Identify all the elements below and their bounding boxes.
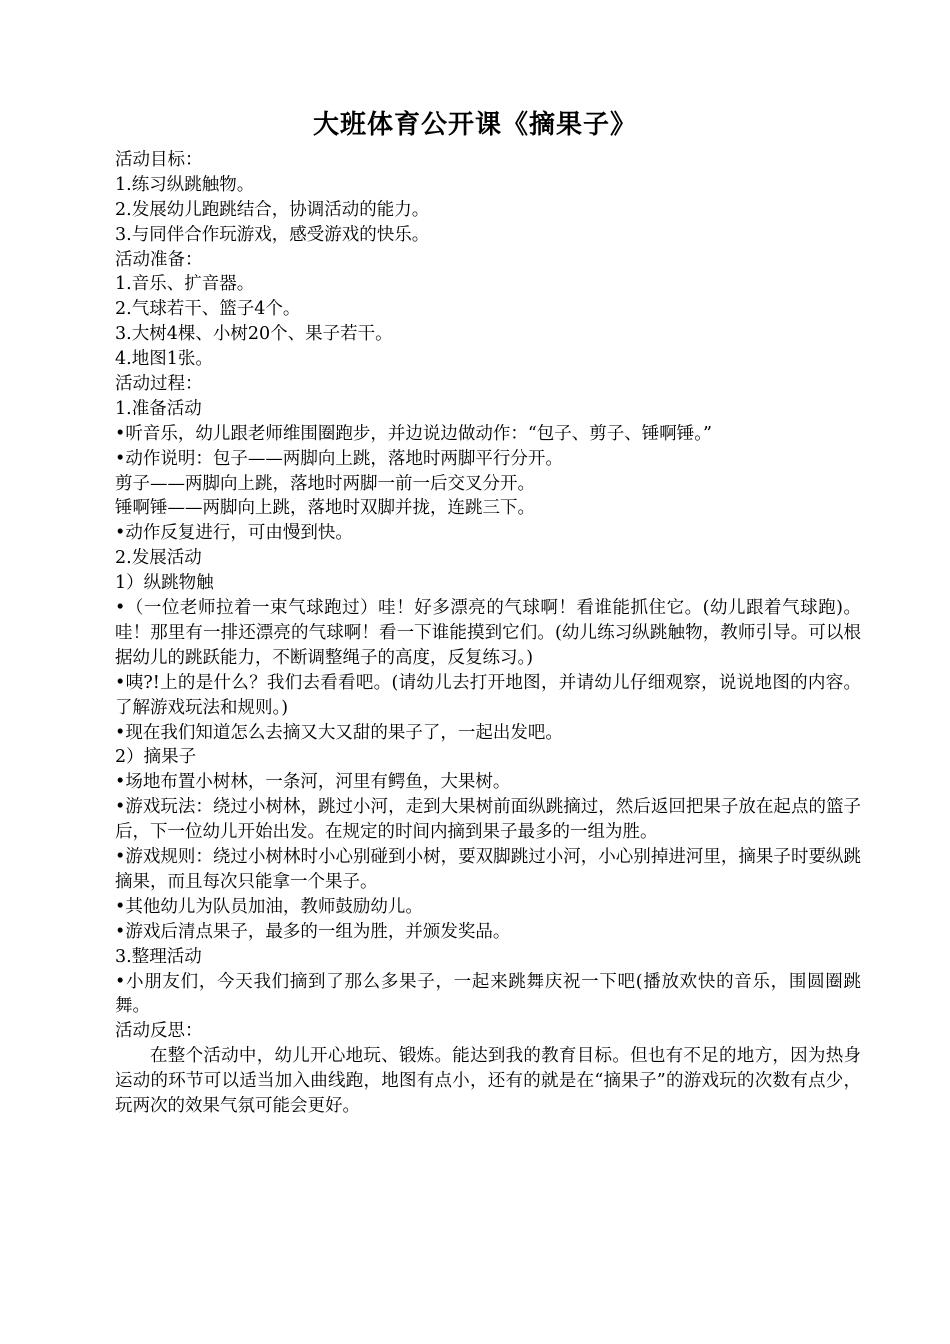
section-development: 2.发展活动	[115, 548, 202, 569]
warmup-text: 剪子——两脚向上跳，落地时两脚一前一后交叉分开。	[115, 473, 535, 494]
paragraph-dance: •小朋友们，今天我们摘到了那么多果子，一起来跳舞庆祝一下吧(播放欢快的音乐，围圆圈跳舞。	[115, 971, 861, 1017]
preparation-item: 4.地图1张。	[115, 349, 213, 370]
goal-item: 3.与同伴合作玩游戏，感受游戏的快乐。	[115, 224, 430, 245]
subsection-pick-fruit: 2）摘果子	[115, 747, 197, 768]
preparation-item: 3.大树4棵、小树20个、果子若干。	[115, 324, 393, 345]
paragraph-map: •咦?!上的是什么？我们去看看吧。(请幼儿去打开地图，并请幼儿仔细观察，说说地图的内容。了解游戏玩法和规则。)	[115, 672, 861, 718]
warmup-bullet: •听音乐，幼儿跟老师维围圈跑步，并边说边做动作：“包子、剪子、锤啊锤。”	[115, 423, 712, 444]
preparation-item: 2.气球若干、篮子4个。	[115, 299, 301, 320]
subsection-jump: 1）纵跳物触	[115, 573, 214, 594]
document-body	[115, 148, 861, 1119]
warmup-bullet: •动作反复进行，可由慢到快。	[115, 523, 353, 544]
warmup-bullet: •动作说明：包子——两脚向上跳，落地时两脚平行分开。	[115, 448, 563, 469]
document-title: 大班体育公开课《摘果子》	[312, 110, 637, 140]
line-cheer: •其他幼儿为队员加油，教师鼓励幼儿。	[115, 896, 423, 917]
line-go: •现在我们知道怎么去摘又大又甜的果子了，一起出发吧。	[115, 722, 563, 743]
heading-goals: 活动目标：	[115, 150, 203, 170]
paragraph-rules: •游戏规则：绕过小树林时小心别碰到小树，要双脚跳过小河，小心别掉进河里，摘果子时要纵跳摘果，而且每次只能拿一个果子。	[115, 847, 861, 892]
paragraph-balloon: •（一位老师拉着一束气球跑过）哇！好多漂亮的气球啊！看谁能抓住它。(幼儿跟着气球跑)。哇！那里有一排还漂亮的气球啊！看一下谁能摸到它们。(幼儿练习纵跳触物，教师引导。可以根据幼儿的跳跃能力，不断调整绳子的高度，反复练习。)	[115, 598, 861, 668]
goal-item: 2.发展幼儿跑跳结合，协调活动的能力。	[115, 199, 430, 220]
warmup-text: 锤啊锤——两脚向上跳，落地时双脚并拢，连跳三下。	[115, 498, 535, 519]
paragraph-play: •游戏玩法：绕过小树林，跳过小河，走到大果树前面纵跳摘过，然后返回把果子放在起点的篮子后，下一位幼儿开始出发。在规定的时间内摘到果子最多的一组为胜。	[115, 797, 861, 843]
paragraph-reflection: 在整个活动中，幼儿开心地玩、锻炼。能达到我的教育目标。但也有不足的地方，因为热身运动的环节可以适当加入曲线跑，地图有点小，还有的就是在“摘果子”的游戏玩的次数有点少，玩两次的效果气氛可能会更好。	[115, 1046, 861, 1117]
line-site: •场地布置小树林，一条河，河里有鳄鱼，大果树。	[115, 772, 511, 793]
line-count: •游戏后清点果子，最多的一组为胜，并颁发奖品。	[115, 921, 511, 942]
heading-process: 活动过程：	[115, 374, 203, 395]
preparation-item: 1.音乐、扩音器。	[115, 274, 255, 295]
heading-preparation: 活动准备：	[115, 249, 203, 270]
section-tidy: 3.整理活动	[115, 946, 202, 967]
section-warmup: 1.准备活动	[115, 398, 202, 419]
heading-reflection: 活动反思：	[115, 1021, 203, 1042]
goal-item: 1.练习纵跳触物。	[115, 174, 255, 195]
